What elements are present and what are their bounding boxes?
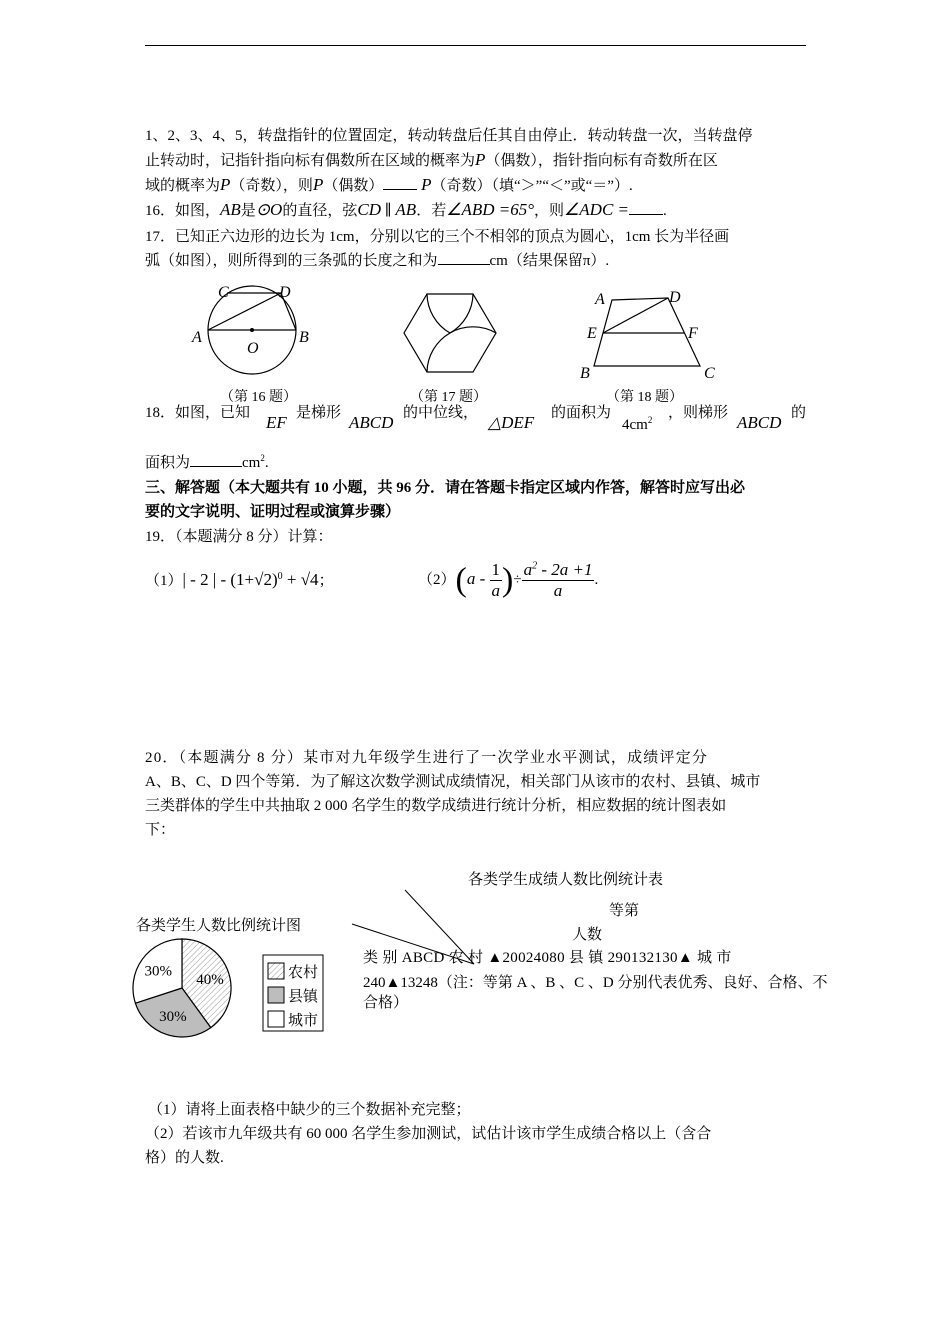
label-d: D xyxy=(669,289,681,306)
q18-c: 的中位线， xyxy=(403,405,479,421)
question-20: 20．（本题满分 8 分）某市对九年级学生进行了一次学业水平测试，成绩评定分 A、B、C、D 四个等第．为了解这次数学测试成绩情况，相关部门从该市的农村、县镇、城市 三类群体的学生中共抽取 2 000 名学生的数学成绩进行统计分析，相应数据的统计图表如 下： xyxy=(145,750,761,838)
answer-blank[interactable] xyxy=(629,200,663,215)
label-c: C xyxy=(218,284,229,301)
answer-blank[interactable] xyxy=(383,175,417,190)
legend-label-1: 农村 xyxy=(288,965,319,981)
table-title: 各类学生成绩人数比例统计表 xyxy=(468,872,664,888)
q15-line1: 1、2、3、4、5，转盘指针的位置固定，转动转盘后任其自由停止．转动转盘一次，当转盘停 xyxy=(145,128,753,144)
label-a: A xyxy=(595,291,605,308)
figure-17-hexagon xyxy=(400,290,500,376)
q15-line2: 止转动时，记指针指向标有偶数所在区域的概率为P（偶数），指针指向标有奇数所在区 xyxy=(145,150,718,169)
fig16-caption: （第 16 题） xyxy=(220,390,297,405)
table-row-2: 240▲13248（注：等第 A 、B 、C 、D 分别代表优秀、良好、合格、不 xyxy=(363,975,828,991)
q18-area: $4cm^2$ xyxy=(622,415,653,433)
q15-line3: 域的概率为P（奇数），则P（偶数） P（奇数）（填“＞”“＜”或“＝”）. xyxy=(145,175,633,194)
legend-swatch-2 xyxy=(268,987,284,1003)
label-a: A xyxy=(192,329,202,346)
q18-f: 的 xyxy=(791,405,807,421)
label-f: F xyxy=(688,325,698,342)
label-b: B xyxy=(299,329,309,346)
section-3-heading: 三、解答题（本大题共有 10 小题，共 96 分．请在答题卡指定区域内作答，解答时应写出必 要的文字说明、证明过程或演算步骤） xyxy=(145,480,746,520)
fig17-caption: （第 17 题） xyxy=(410,390,487,405)
q19-part1: （1）| - 2 | - $(1+√2)^0 + √4$； xyxy=(145,570,334,589)
table-header-count: 人数 xyxy=(572,927,603,943)
pie-chart xyxy=(132,936,332,1042)
question-16: 16．如图，AB是⊙O的直径，弦CD ∥ AB．若∠ABD =65°，则∠ADC = . xyxy=(145,200,667,219)
legend-label-3: 城市 xyxy=(288,1013,319,1029)
label-d: D xyxy=(279,284,291,301)
pie-label-2: 30% xyxy=(159,1008,187,1025)
label-o: O xyxy=(247,340,259,357)
q18-e: ，则梯形 xyxy=(668,405,729,421)
label-b: B xyxy=(580,365,590,382)
center-dot xyxy=(250,328,254,332)
answer-blank[interactable] xyxy=(190,452,242,467)
legend-swatch-1 xyxy=(268,963,284,979)
q19-part2: （2）(a - $\frac{1}{a}$ )÷ $\frac{a^2 - 2a +1}{a}$ . xyxy=(418,560,599,600)
figure-16-circle xyxy=(185,278,325,378)
segment-ed xyxy=(603,298,668,333)
legend-swatch-3 xyxy=(268,1011,284,1027)
q19-title: 19．（本题满分 8 分）计算： xyxy=(145,529,333,545)
q18-def: △DEF xyxy=(488,413,535,432)
fraction-quadratic: $\frac{a^2 - 2a +1}{a}$ xyxy=(523,560,593,600)
q18-abcd2: ABCD xyxy=(737,413,782,432)
question-15-tail xyxy=(145,124,810,198)
answer-blank[interactable] xyxy=(438,250,490,265)
trapezoid xyxy=(594,298,700,366)
arc-1 xyxy=(427,294,450,333)
table-row-1: 类 别 ABCD 农 村 ▲20024080 县 镇 290132130▲ 城 市 xyxy=(363,950,732,966)
q18-d: 的面积为 xyxy=(551,405,612,421)
q18-ef: EF xyxy=(266,413,287,432)
q18-line2: 面积为 $cm^2$. xyxy=(145,453,269,471)
table-header-grade: 等第 xyxy=(609,903,640,919)
label-c: C xyxy=(704,365,715,382)
fraction-1-over-a: $\frac{1}{a}$ xyxy=(491,560,501,600)
q18-abcd: ABCD xyxy=(349,413,394,432)
q20-sub2: （2）若该市九年级共有 60 000 名学生参加测试，试估计该市学生成绩合格以上（含合 格）的人数. xyxy=(145,1126,712,1166)
pie-chart-title: 各类学生人数比例统计图 xyxy=(136,918,302,934)
figure-18-trapezoid xyxy=(578,284,728,384)
arc-3 xyxy=(427,333,450,372)
q17-line1: 17．已知正六边形的边长为 1cm，分别以它的三个不相邻的顶点为圆心，1cm 长为半径画 xyxy=(145,229,730,245)
pie-label-3: 30% xyxy=(144,963,172,980)
fig18-caption: （第 18 题） xyxy=(606,390,683,405)
label-e: E xyxy=(587,325,597,342)
header-rule xyxy=(145,45,806,46)
q18-a: 18．如图，已知 xyxy=(145,405,251,421)
q17-line2: 弧（如图），则所得到的三条弧的长度之和为 cm（结果保留π）. xyxy=(145,249,810,273)
pie-label-1: 40% xyxy=(196,971,224,988)
question-17 xyxy=(145,225,810,273)
table-row-3: 合格） xyxy=(363,995,409,1011)
q20-sub1: （1）请将上面表格中缺少的三个数据补充完整； xyxy=(148,1102,471,1118)
legend-label-2: 县镇 xyxy=(288,989,319,1005)
q18-b: 是梯形 xyxy=(296,405,342,421)
